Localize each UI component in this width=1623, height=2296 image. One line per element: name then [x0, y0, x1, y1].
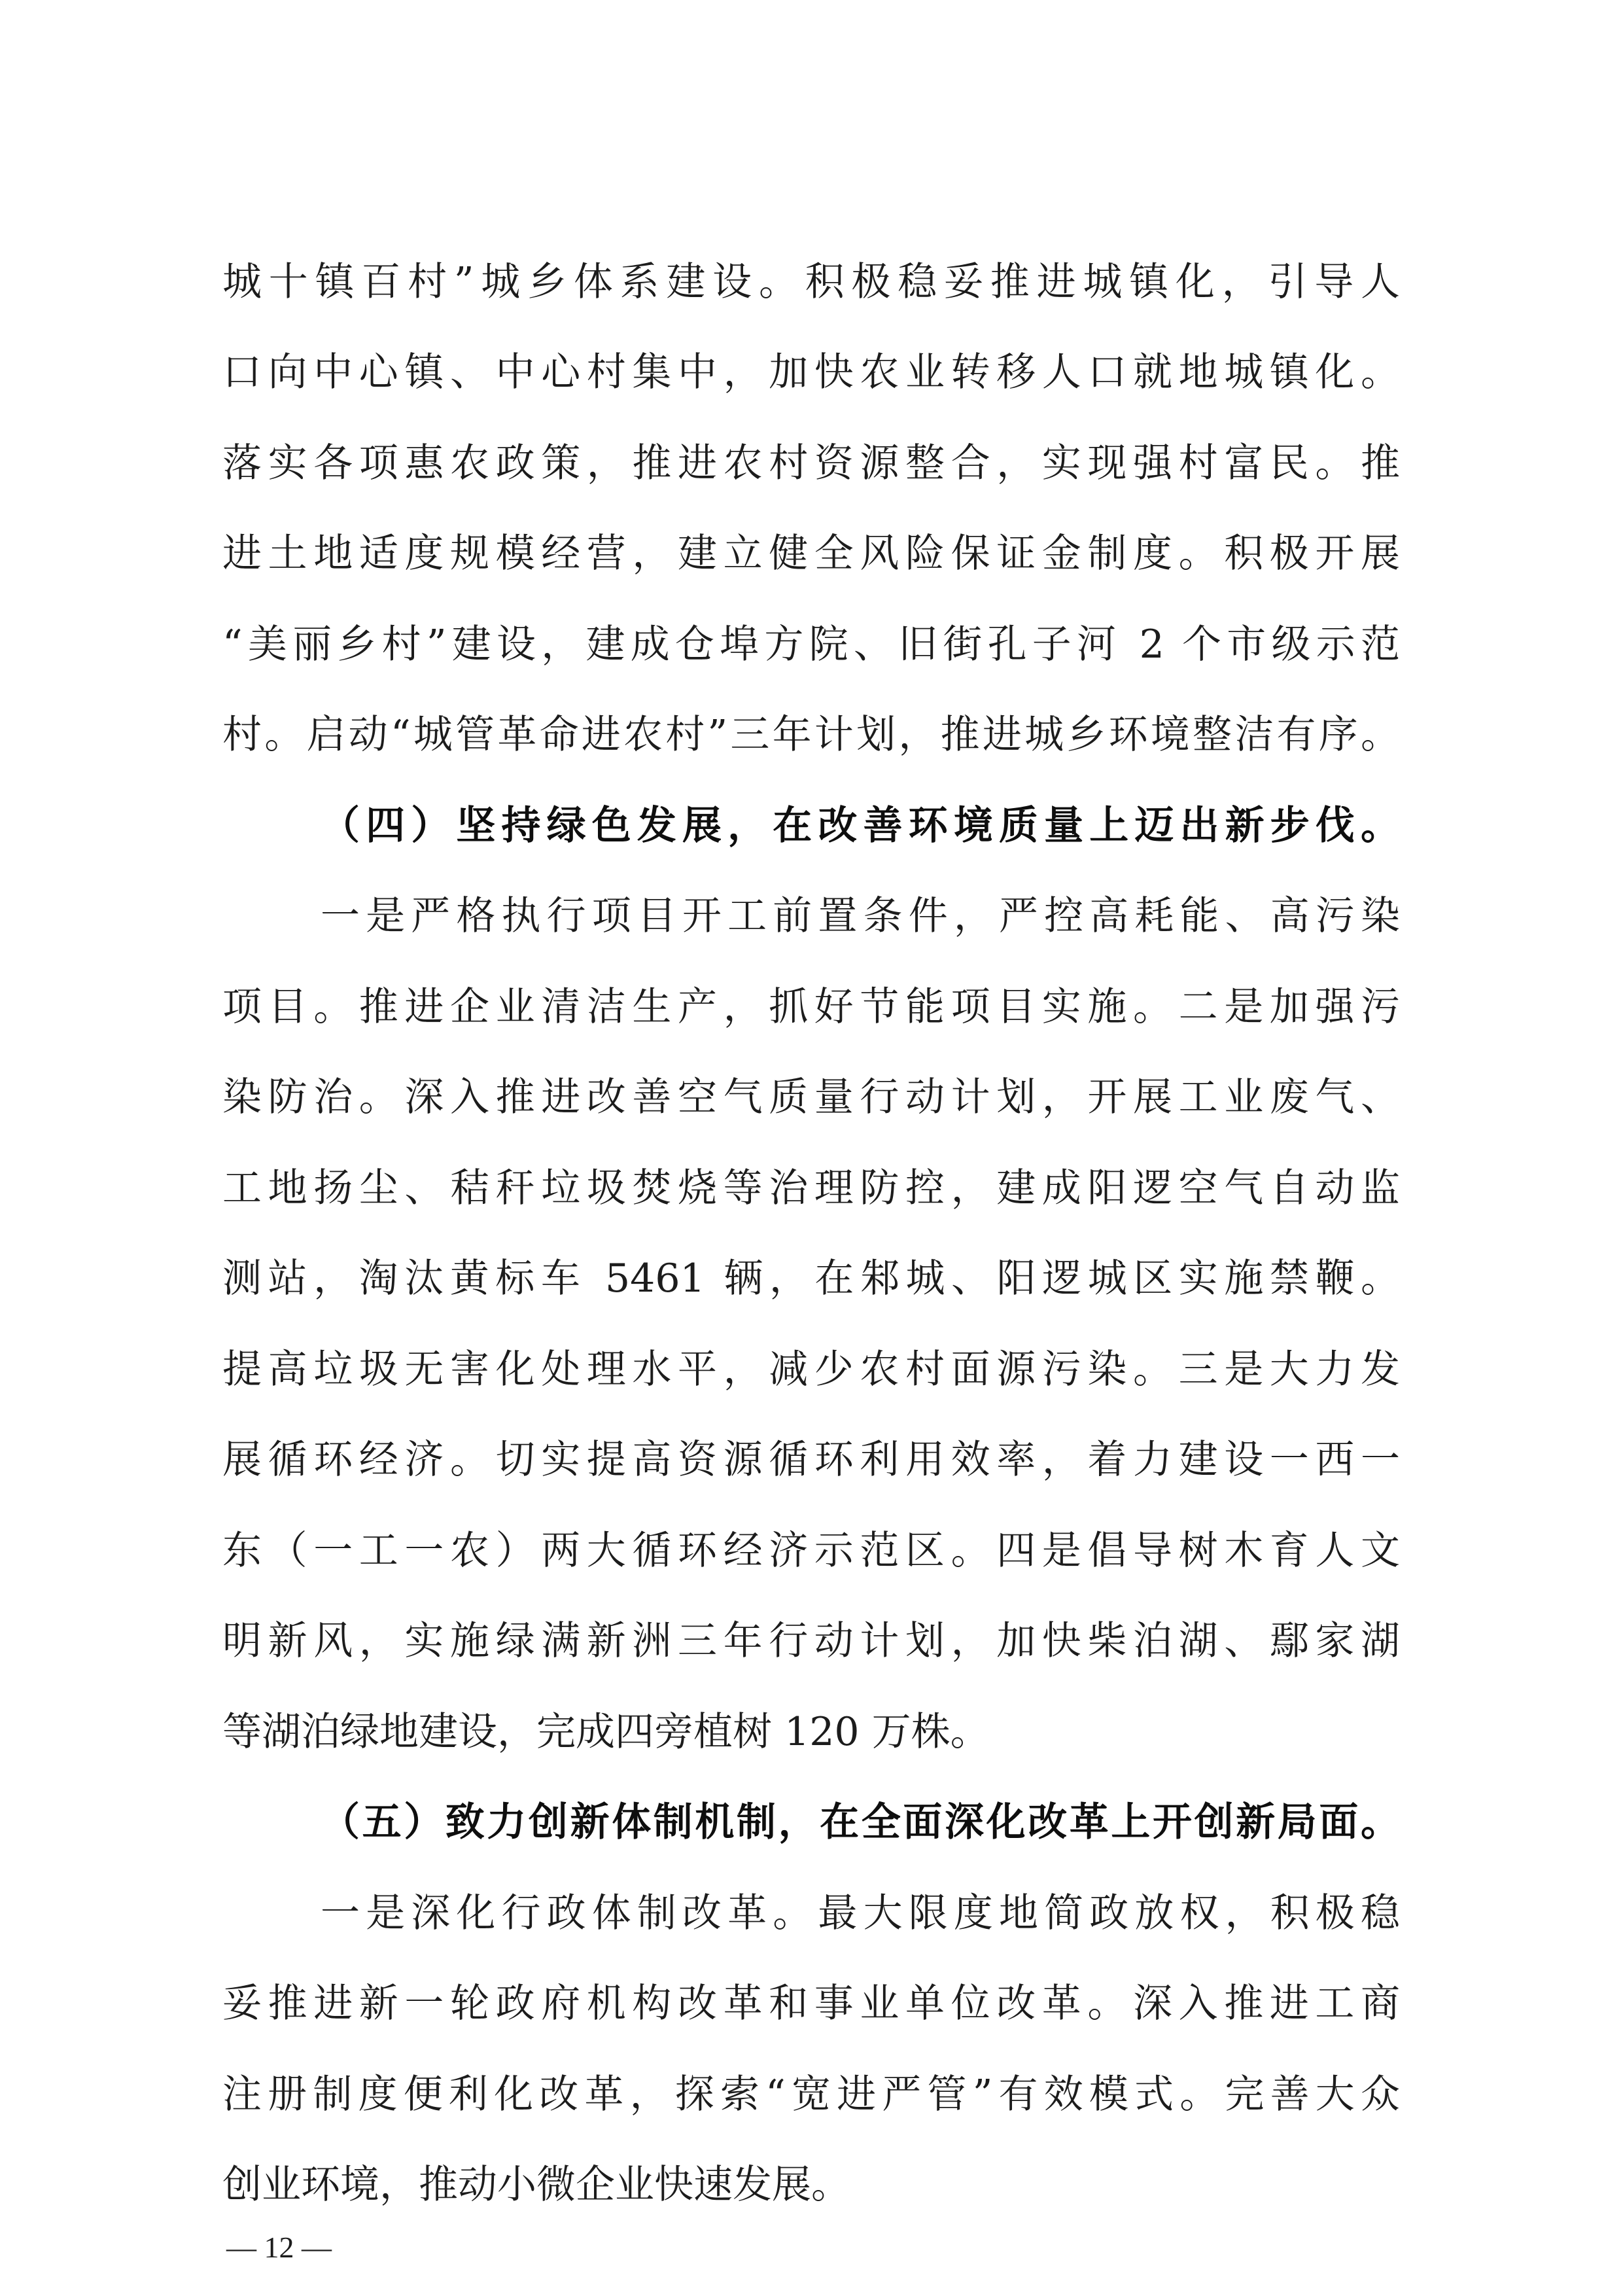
- paragraph-line-3: 落实各项惠农政策，推进农村资源整合，实现强村富民。推: [222, 440, 1400, 486]
- paragraph-line-2: 口向中心镇、中心村集中，加快农业转移人口就地城镇化。: [222, 349, 1400, 395]
- paragraph-line-14: 展循环经济。切实提高资源循环利用效率，着力建设一西一: [222, 1437, 1400, 1483]
- paragraph-line-19: 一是深化行政体制改革。最大限度地简政放权，积极稳: [321, 1890, 1400, 1936]
- paragraph-line-10: 染防治。深入推进改善空气质量行动计划，开展工业废气、: [222, 1074, 1400, 1120]
- paragraph-line-11: 工地扬尘、秸秆垃圾焚烧等治理防控，建成阳逻空气自动监: [222, 1165, 1400, 1211]
- paragraph-line-1: 城十镇百村”城乡体系建设。积极稳妥推进城镇化，引导人: [222, 259, 1400, 305]
- paragraph-line-6: 村。启动“城管革命进农村”三年计划，推进城乡环境整洁有序。: [222, 712, 1400, 758]
- paragraph-line-15: 东（一工一农）两大循环经济示范区。四是倡导树木育人文: [222, 1528, 1400, 1574]
- paragraph-line-20: 妥推进新一轮政府机构改革和事业单位改革。深入推进工商: [222, 1981, 1400, 2026]
- section-heading-4: （四）坚持绿色发展，在改善环境质量上迈出新步伐。: [321, 803, 1400, 849]
- paragraph-line-8: 一是严格执行项目开工前置条件，严控高耗能、高污染: [321, 893, 1400, 939]
- paragraph-line-17: 等湖泊绿地建设，完成四旁植树 120 万株。: [222, 1709, 990, 1755]
- section-heading-5: （五）致力创新体制机制，在全面深化改革上开创新局面。: [321, 1799, 1400, 1845]
- paragraph-line-16: 明新风，实施绿满新洲三年行动计划，加快柴泊湖、鄢家湖: [222, 1618, 1400, 1664]
- paragraph-line-22: 创业环境，推动小微企业快速发展。: [222, 2162, 850, 2208]
- paragraph-line-9: 项目。推进企业清洁生产，抓好节能项目实施。二是加强污: [222, 984, 1400, 1030]
- paragraph-line-12: 测站，淘汰黄标车 5461 辆，在邾城、阳逻城区实施禁鞭。: [222, 1256, 1400, 1301]
- paragraph-line-21: 注册制度便利化改革，探索“宽进严管”有效模式。完善大众: [222, 2072, 1400, 2117]
- paragraph-line-4: 进土地适度规模经营，建立健全风险保证金制度。积极开展: [222, 531, 1400, 576]
- page-number: — 12 —: [226, 2231, 332, 2264]
- paragraph-line-5: “美丽乡村”建设，建成仓埠方院、旧街孔子河 2 个市级示范: [222, 622, 1400, 667]
- paragraph-line-13: 提高垃圾无害化处理水平，减少农村面源污染。三是大力发: [222, 1347, 1400, 1392]
